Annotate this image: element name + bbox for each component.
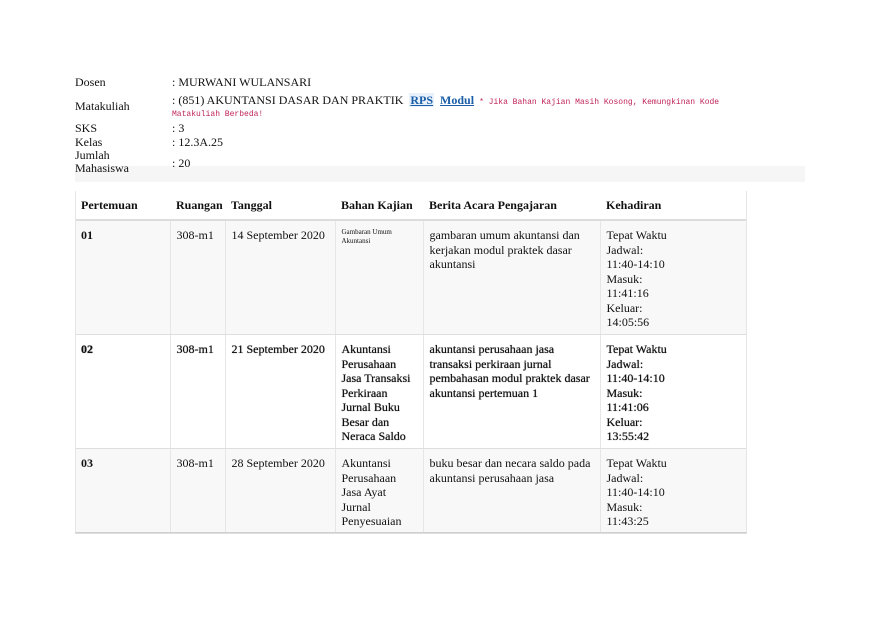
header-tanggal: Tanggal [225,191,335,220]
kehadiran-keluar-label: Keluar: [606,414,643,429]
info-row-jumlah [75,149,805,179]
kehadiran-jadwal-value: 11:40-14:10 [606,371,665,385]
kelas-label: Kelas [75,135,103,149]
jumlah-label-line2: Mahasiswa [75,161,129,175]
note-text-line2: Matakuliah Berbeda! [172,110,264,119]
cell-bahan-kajian: Gambaran Umum Akuntansi [335,220,423,335]
cell-pertemuan: 01 [75,220,170,335]
table-header-row [75,191,747,220]
course-info [75,74,805,179]
header-bahan-kajian: Bahan Kajian [335,191,423,220]
kehadiran-masuk-value: 11:43:25 [606,514,649,528]
modul-link[interactable]: Modul [440,93,475,107]
kehadiran-keluar-label: Keluar: [606,300,643,315]
attendance-table [75,191,747,534]
kehadiran-status: Tepat Waktu [606,228,667,242]
cell-tanggal: 14 September 2020 [225,220,335,335]
cell-pertemuan: 02 [75,335,170,449]
sks-label: SKS [75,121,98,135]
matakuliah-value: : (851) AKUNTANSI DASAR DAN PRAKTIK [172,93,404,107]
kehadiran-keluar-value: 14:05:56 [606,315,650,329]
cell-berita-acara: gambaran umum akuntansi dan kerjakan modul praktek dasar akuntansi [423,220,600,335]
kehadiran-jadwal-label: Jadwal: [606,470,644,485]
matakuliah-cell [172,93,805,120]
dosen-value: : MURWANI WULANSARI [172,75,312,89]
kehadiran-status: Tepat Waktu [606,456,667,470]
jumlah-label [75,149,172,175]
matakuliah-label: Matakuliah [75,99,130,113]
kehadiran-jadwal-value: 11:40-14:10 [606,485,665,499]
kehadiran-jadwal-label: Jadwal: [606,242,644,257]
info-row-kelas [75,135,805,149]
info-row-dosen [75,74,805,90]
table-row [75,220,747,335]
cell-bahan-kajian: Akuntansi Perusahaan Jasa Ayat Jurnal Penyesuaian [335,449,423,534]
kehadiran-masuk-label: Masuk: [606,499,643,514]
kehadiran-masuk-label: Masuk: [606,271,643,286]
cell-tanggal: 21 September 2020 [225,335,335,449]
header-pertemuan: Pertemuan [75,191,170,220]
sks-value: : 3 [172,121,185,135]
header-ruangan: Ruangan [170,191,225,220]
cell-kehadiran [600,449,747,534]
info-row-matakuliah [75,90,805,121]
kehadiran-keluar-value: 13:55:42 [606,429,650,443]
cell-ruangan: 308-m1 [170,335,225,449]
note-text-line1: * Jika Bahan Kajian Masih Kosong, Kemungkinan Kode [479,98,720,107]
kehadiran-masuk-value: 11:41:16 [606,286,649,300]
kehadiran-masuk-label: Masuk: [606,385,643,400]
cell-berita-acara: akuntansi perusahaan jasa transaksi perkiraan jurnal pembahasan modul praktek dasar akuntansi pertemuan 1 [423,335,600,449]
cell-berita-acara: buku besar dan necara saldo pada akuntansi perusahaan jasa [423,449,600,534]
cell-pertemuan: 03 [75,449,170,534]
cell-kehadiran [600,335,747,449]
header-kehadiran: Kehadiran [600,191,747,220]
kehadiran-masuk-value: 11:41:06 [606,400,649,414]
cell-bahan-kajian: Akuntansi Perusahaan Jasa Transaksi Perkiraan Jurnal Buku Besar dan Neraca Saldo [335,335,423,449]
kehadiran-jadwal-label: Jadwal: [606,356,644,371]
kehadiran-status: Tepat Waktu [606,342,667,356]
kehadiran-jadwal-value: 11:40-14:10 [606,257,665,271]
attendance-table-container [75,191,747,534]
cell-ruangan: 308-m1 [170,449,225,534]
dosen-label: Dosen [75,75,106,89]
jumlah-value: : 20 [172,156,191,170]
jumlah-label-line1: Jumlah [75,148,110,162]
kelas-value: : 12.3A.25 [172,135,223,149]
cell-ruangan: 308-m1 [170,220,225,335]
cell-kehadiran [600,220,747,335]
cell-tanggal: 28 September 2020 [225,449,335,534]
info-row-sks [75,121,805,135]
table-row [75,335,747,449]
rps-link[interactable]: RPS [410,93,434,107]
table-row [75,449,747,534]
header-berita-acara: Berita Acara Pengajaran [423,191,600,220]
